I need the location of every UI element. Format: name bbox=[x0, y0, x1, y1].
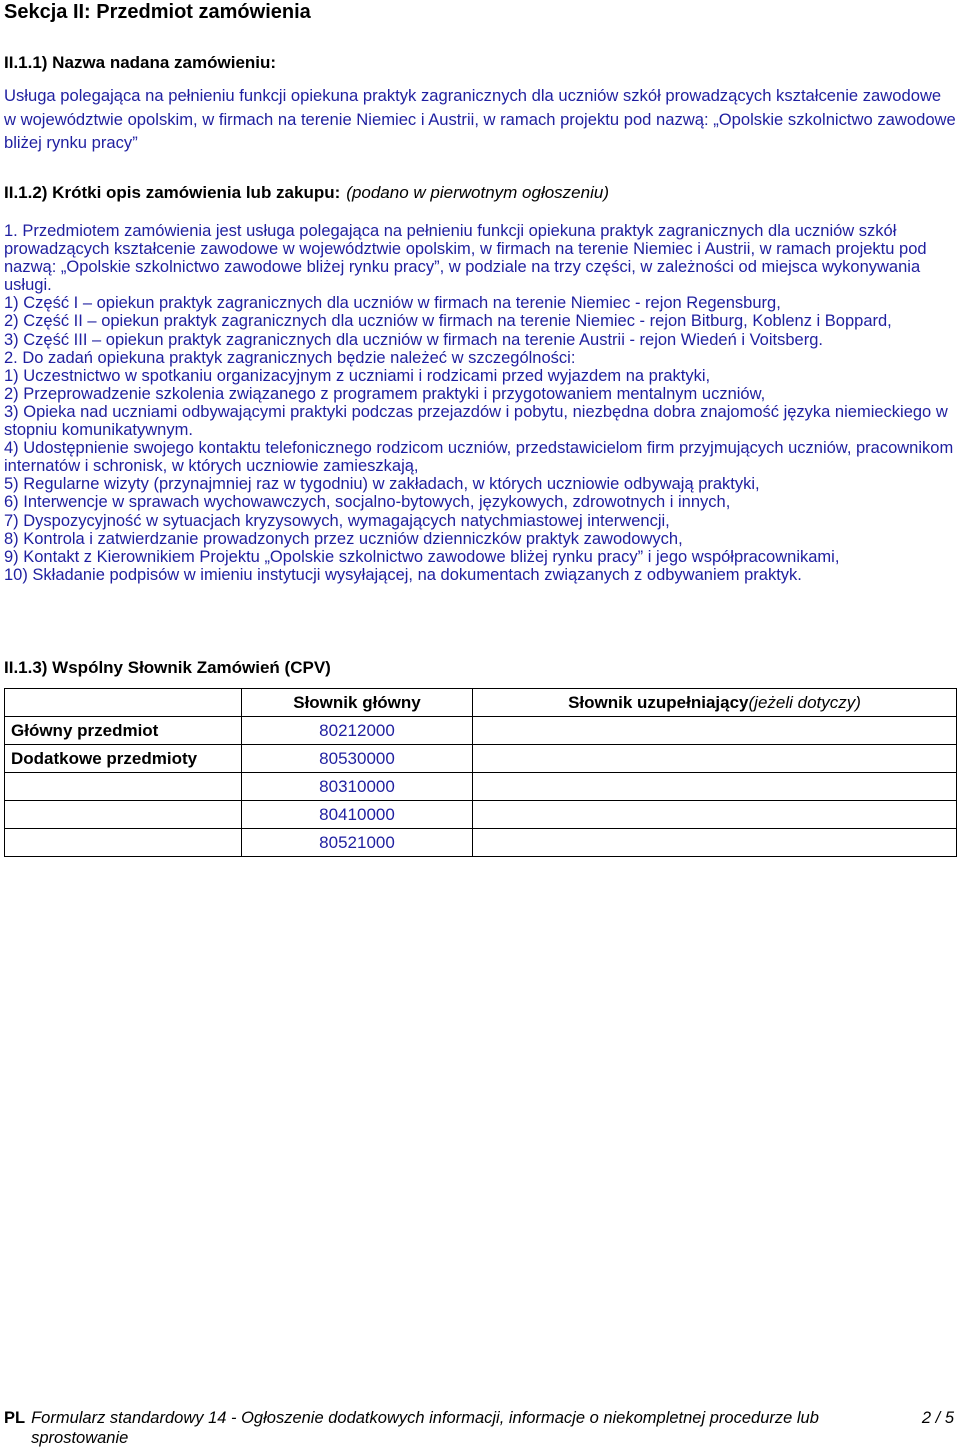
cpv-label-empty bbox=[5, 801, 242, 829]
table-row bbox=[5, 801, 957, 829]
description-line: 2. Do zadań opiekuna praktyk zagranicznych będzie należeć w szczególności: bbox=[4, 348, 576, 367]
cpv-supp-cell bbox=[473, 801, 957, 829]
cpv-additional-label: Dodatkowe przedmioty bbox=[5, 745, 242, 773]
table-row bbox=[5, 829, 957, 857]
description-line: 9) Kontakt z Kierownikiem Projektu „Opolskie szkolnictwo zawodowe bliżej rynku pracy” i jego współpracownikami, bbox=[4, 547, 840, 566]
cpv-code: 80410000 bbox=[242, 801, 473, 829]
description-line: 3) Część III – opiekun praktyk zagranicznych dla uczniów w firmach na terenie Austrii - rejon Wiedeń i Voitsberg. bbox=[4, 330, 823, 349]
cpv-table bbox=[4, 688, 957, 857]
cpv-code: 80212000 bbox=[242, 717, 473, 745]
footer-page-number: 2 / 5 bbox=[921, 1409, 954, 1427]
cpv-supp-cell bbox=[473, 773, 957, 801]
description-heading-note: (podano w pierwotnym ogłoszeniu) bbox=[346, 183, 609, 202]
cpv-code: 80521000 bbox=[242, 829, 473, 857]
cpv-heading: II.1.3) Wspólny Słownik Zamówień (CPV) bbox=[4, 658, 331, 677]
cpv-empty-header bbox=[5, 689, 242, 717]
description-line: 5) Regularne wizyty (przynajmniej raz w tygodniu) w zakładach, w których uczniowie odbywają praktyki, bbox=[4, 475, 760, 494]
description-heading-label: II.1.2) Krótki opis zamówienia lub zakupu: bbox=[4, 183, 341, 202]
cpv-code: 80530000 bbox=[242, 745, 473, 773]
description-heading bbox=[4, 182, 609, 204]
description-line: 7) Dyspozycyjność w sytuacjach kryzysowych, wymagających natychmiastowej interwencji, bbox=[4, 511, 670, 530]
description-line: 3) Opieka nad uczniami odbywającymi praktyki podczas przejazdów i pobytu, niezbędna dobra znajomość języka niemieckiego w stopniu komunikatywnym. bbox=[4, 402, 948, 440]
cpv-col-supp-note: (jeżeli dotyczy) bbox=[748, 692, 861, 712]
cpv-label-empty bbox=[5, 829, 242, 857]
footer-form-name: Formularz standardowy 14 - Ogłoszenie dodatkowych informacji, informacje o niekompletnej procedurze lub sprostowanie bbox=[31, 1409, 819, 1447]
description-line: 1. Przedmiotem zamówienia jest usługa polegająca na pełnieniu funkcji opiekuna praktyk zagranicznych dla uczniów szkół prowadzących kształcenie zawodowe w województwie opolskim, w firmach na terenie Niemiec i Austrii, w ramach projektu pod nazwą: „Opolskie szkolnictwo zawodowe bliżej rynku pracy”, w podziale na trzy części, w zależności od miejsca wykonywania usługi. bbox=[4, 222, 927, 295]
table-row bbox=[5, 689, 957, 717]
cpv-supp-cell bbox=[473, 829, 957, 857]
page-footer bbox=[4, 1408, 956, 1448]
description-line: 4) Udostępnienie swojego kontaktu telefonicznego rodzicom uczniów, przedstawicielom firm przyjmujących uczniów, pracownikom internatów i schronisk, w których uczniowie zamieszkają, bbox=[4, 439, 954, 476]
footer-lang: PL bbox=[4, 1409, 26, 1427]
description-line: 1) Uczestnictwo w spotkaniu organizacyjnym z uczniami i rodzicami przed wyjazdem na praktyki, bbox=[4, 366, 711, 385]
cpv-col-supp bbox=[473, 689, 957, 717]
cpv-main-label: Główny przedmiot bbox=[5, 717, 242, 745]
description-line: 2) Część II – opiekun praktyk zagranicznych dla uczniów w firmach na terenie Niemiec - rejon Bitburg, Koblenz i Boppard, bbox=[4, 312, 892, 331]
description-line: 1) Część I – opiekun praktyk zagranicznych dla uczniów w firmach na terenie Niemiec - rejon Regensburg, bbox=[4, 294, 781, 313]
cpv-col-main: Słownik główny bbox=[242, 689, 473, 717]
cpv-supp-cell bbox=[473, 717, 957, 745]
table-row bbox=[5, 773, 957, 801]
cpv-code: 80310000 bbox=[242, 773, 473, 801]
table-row bbox=[5, 717, 957, 745]
section-title: Sekcja II: Przedmiot zamówienia bbox=[4, 1, 311, 23]
cpv-supp-cell bbox=[473, 745, 957, 773]
description-line: 6) Interwencje w sprawach wychowawczych, socjalno-bytowych, językowych, zdrowotnych i innych, bbox=[4, 493, 731, 512]
description-line: 2) Przeprowadzenie szkolenia związanego z programem praktyki i przygotowaniem mentalnym uczniów, bbox=[4, 384, 766, 403]
description-body bbox=[4, 222, 958, 584]
cpv-label-empty bbox=[5, 773, 242, 801]
table-row bbox=[5, 745, 957, 773]
description-line: 8) Kontrola i zatwierdzanie prowadzonych przez uczniów dzienniczków praktyk zawodowych, bbox=[4, 529, 683, 548]
name-heading: II.1.1) Nazwa nadana zamówieniu: bbox=[4, 53, 277, 72]
contract-name: Usługa polegająca na pełnieniu funkcji opiekuna praktyk zagranicznych dla uczniów szkół prowadzących kształcenie zawodowe w województwie opolskim, w firmach na terenie Niemiec i Austrii, w ramach projektu pod nazwą: „Opolskie szkolnictwo zawodowe bliżej rynku pracy” bbox=[4, 86, 956, 152]
cpv-col-supp-label: Słownik uzupełniający bbox=[568, 692, 749, 712]
description-line: 10) Składanie podpisów w imieniu instytucji wysyłającej, na dokumentach związanych z odbywaniem praktyk. bbox=[4, 565, 802, 584]
